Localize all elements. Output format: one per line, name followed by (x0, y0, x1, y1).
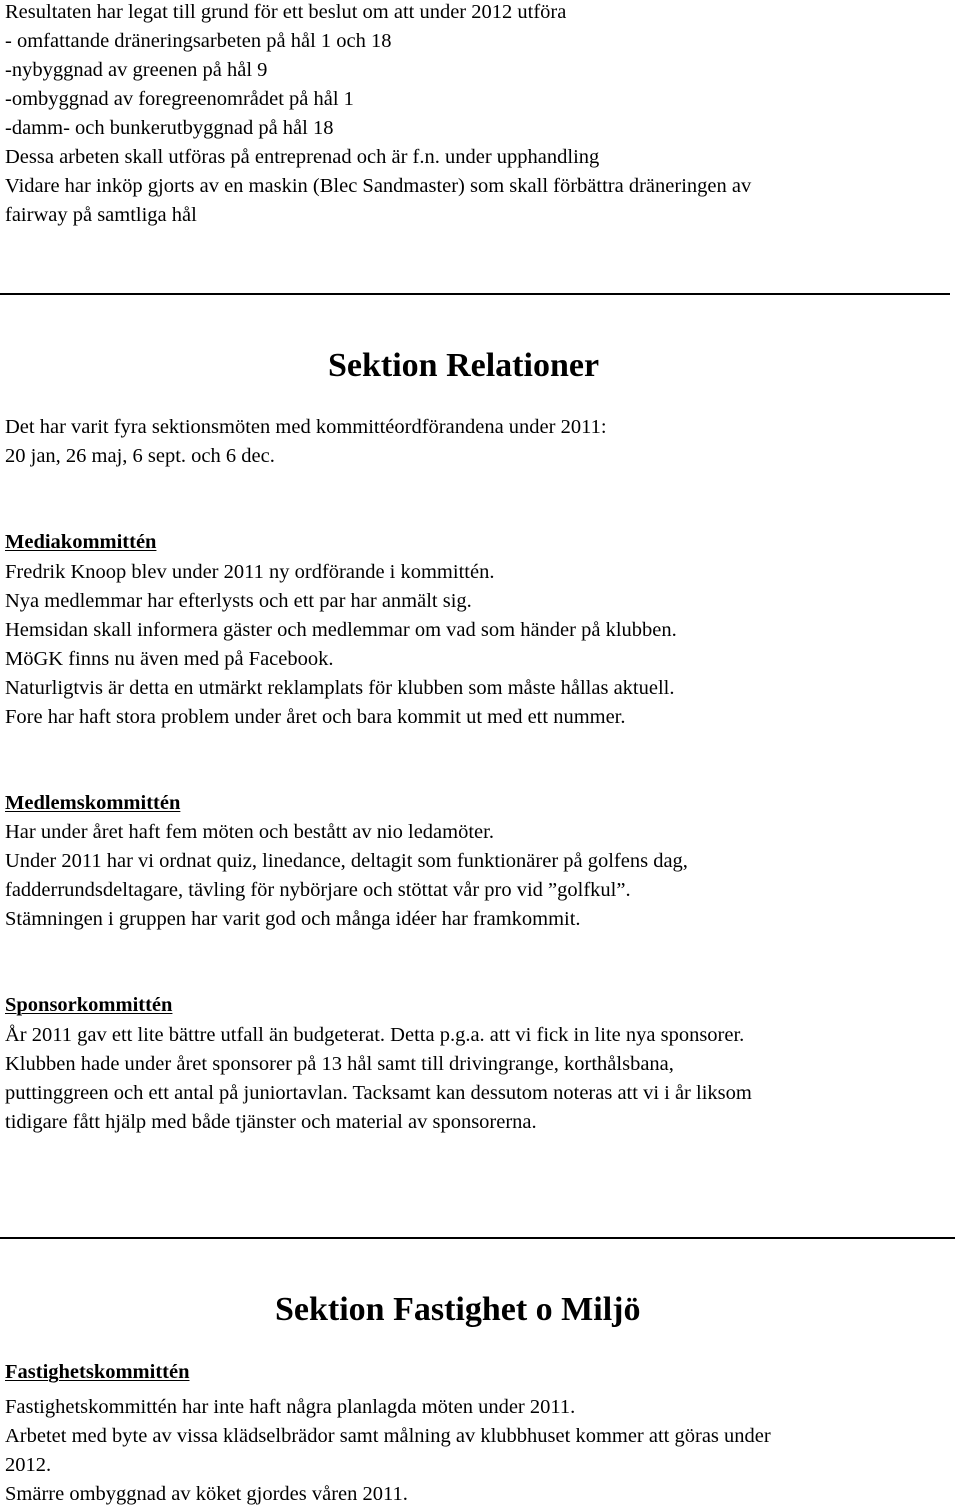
sponsor-line: Klubben hade under året sponsorer på 13 hål samt till drivingrange, korthålsbana, (5, 1053, 674, 1075)
section-divider (0, 293, 950, 295)
fastighet-line: 2012. (5, 1454, 52, 1476)
medlem-line: Under 2011 har vi ordnat quiz, linedance, deltagit som funktionärer på golfens dag, (5, 850, 688, 872)
media-line: Fore har haft stora problem under året och bara kommit ut med ett nummer. (5, 706, 626, 728)
intro-line: Vidare har inköp gjorts av en maskin (Blec Sandmaster) som skall förbättra dräneringen av (5, 175, 752, 197)
media-line: Nya medlemmar har efterlysts och ett par har anmält sig. (5, 590, 472, 612)
intro-line: Dessa arbeten skall utföras på entreprenad och är f.n. under upphandling (5, 146, 600, 168)
section-title-fastighet: Sektion Fastighet o Miljö (275, 1291, 641, 1328)
section-divider (0, 1237, 955, 1239)
media-line: Naturligtvis är detta en utmärkt reklamplats för klubben som måste hållas aktuell. (5, 677, 675, 699)
intro-line: Resultaten har legat till grund för ett beslut om att under 2012 utföra (5, 1, 567, 23)
medlem-line: Har under året haft fem möten och bestått av nio ledamöter. (5, 821, 494, 843)
intro-line: -nybyggnad av greenen på hål 9 (5, 59, 268, 81)
media-line: Hemsidan skall informera gäster och medlemmar om vad som händer på klubben. (5, 619, 677, 641)
relationer-intro-line: Det har varit fyra sektionsmöten med kommittéordförandena under 2011: (5, 416, 607, 438)
heading-fastighetskommitten: Fastighetskommittén (5, 1361, 190, 1383)
media-line: MöGK finns nu även med på Facebook. (5, 648, 334, 670)
medlem-line: fadderrundsdeltagare, tävling för nybörjare och stöttat vår pro vid ”golfkul”. (5, 879, 631, 901)
heading-mediakommitten: Mediakommittén (5, 531, 157, 553)
media-line: Fredrik Knoop blev under 2011 ny ordförande i kommittén. (5, 561, 495, 583)
sponsor-line: År 2011 gav ett lite bättre utfall än budgeterat. Detta p.g.a. att vi fick in lite nya sponsorer. (5, 1024, 745, 1046)
sponsor-line: puttinggreen och ett antal på juniortavlan. Tacksamt kan dessutom noteras att vi i år liksom (5, 1082, 752, 1104)
intro-line: fairway på samtliga hål (5, 204, 197, 226)
heading-sponsorkommitten: Sponsorkommittén (5, 994, 173, 1016)
heading-medlemskommitten: Medlemskommittén (5, 792, 181, 814)
relationer-intro-line: 20 jan, 26 maj, 6 sept. och 6 dec. (5, 445, 275, 467)
intro-line: - omfattande dräneringsarbeten på hål 1 och 18 (5, 30, 392, 52)
intro-line: -damm- och bunkerutbyggnad på hål 18 (5, 117, 334, 139)
medlem-line: Stämningen i gruppen har varit god och många idéer har framkommit. (5, 908, 581, 930)
section-title-relationer: Sektion Relationer (328, 347, 600, 384)
sponsor-line: tidigare fått hjälp med både tjänster och material av sponsorerna. (5, 1111, 537, 1133)
fastighet-line: Arbetet med byte av vissa klädselbrädor samt målning av klubbhuset kommer att göras under (5, 1425, 771, 1447)
fastighet-line: Smärre ombyggnad av köket gjordes våren 2011. (5, 1483, 408, 1505)
intro-line: -ombyggnad av foregreenområdet på hål 1 (5, 88, 354, 110)
fastighet-line: Fastighetskommittén har inte haft några planlagda möten under 2011. (5, 1396, 576, 1418)
